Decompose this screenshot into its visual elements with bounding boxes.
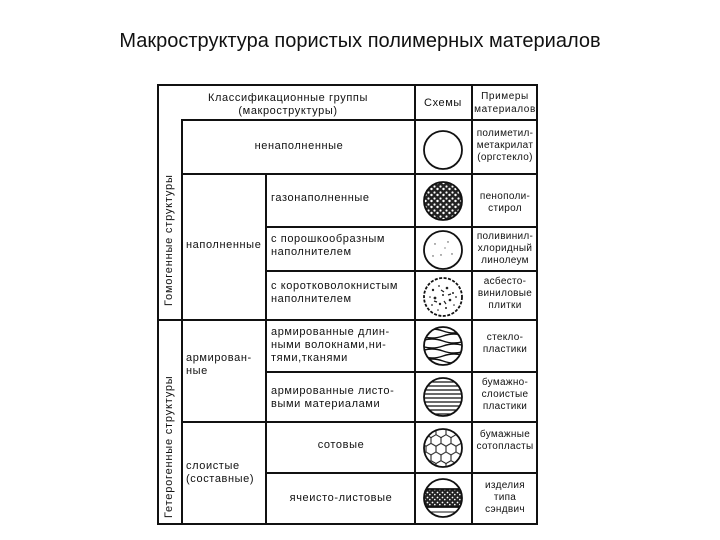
group-divider [159, 319, 536, 321]
empty-circle-icon [421, 128, 465, 172]
powder-circle-icon [421, 228, 465, 272]
layered-sheet-circle-icon [421, 375, 465, 419]
row-divider-6 [183, 421, 536, 423]
classification-table [157, 84, 538, 525]
label-filled: наполненные [186, 239, 262, 251]
row-divider-5 [267, 371, 536, 373]
label-short-fiber-filler: с коротковолокнистым наполнителем [271, 280, 398, 305]
fiber-weave-circle-icon [421, 324, 465, 368]
label-powder-filler: с порошкообразным наполнителем [271, 233, 386, 258]
label-honeycomb: сотовые [317, 439, 365, 451]
header-classification: Классификационные группы (макроструктуры) [208, 92, 368, 117]
group-label-heterogeneous: Гетерогенные структуры [163, 375, 175, 518]
header-schemes: Схемы [424, 97, 462, 109]
label-long-fibers: армированные длин- ными волокнами,ни- тями,тканями [271, 326, 390, 364]
label-layered: слоистые (составные) [186, 460, 255, 485]
example-row-2: пенополи- стирол [479, 191, 531, 214]
example-row-6: бумажно- слоистые пластики [481, 377, 529, 412]
row-divider-7 [267, 472, 536, 474]
example-row-5: стекло- пластики [482, 332, 528, 355]
header-divider [183, 119, 536, 121]
scheme-column-divider-left [414, 86, 416, 523]
group-label-homogeneous: Гомогенные структуры [163, 174, 175, 306]
label-sheet-materials: армированные листо- выми материалами [271, 385, 395, 410]
foam-circle-icon [421, 179, 465, 223]
label-unfilled: ненаполненные [254, 140, 344, 152]
row-divider-3 [267, 270, 536, 272]
example-row-4: асбесто- виниловые плитки [477, 276, 533, 311]
group-column-divider [181, 119, 183, 523]
page-title: Макроструктура пористых полимерных материалов [119, 30, 601, 52]
label-reinforced: армирован- ные [186, 352, 252, 377]
example-row-8: изделия типа сэндвич [485, 480, 525, 515]
label-gas-filled: газонаполненные [271, 192, 370, 204]
example-row-7: бумажные сотопласты [476, 429, 534, 452]
example-row-3: поливинил- хлоридный линолеум [476, 231, 534, 266]
honeycomb-circle-icon [421, 426, 465, 470]
subgroup-column-divider [265, 173, 267, 523]
row-divider-1 [183, 173, 536, 175]
header-examples: Примеры материалов [474, 91, 536, 115]
short-fiber-circle-icon [421, 275, 465, 319]
sandwich-circle-icon [421, 476, 465, 520]
label-cellular-sheet: ячеисто-листовые [289, 492, 393, 504]
row-divider-2 [267, 226, 536, 228]
example-row-1: полиметил- метакрилат (оргстекло) [476, 128, 534, 163]
